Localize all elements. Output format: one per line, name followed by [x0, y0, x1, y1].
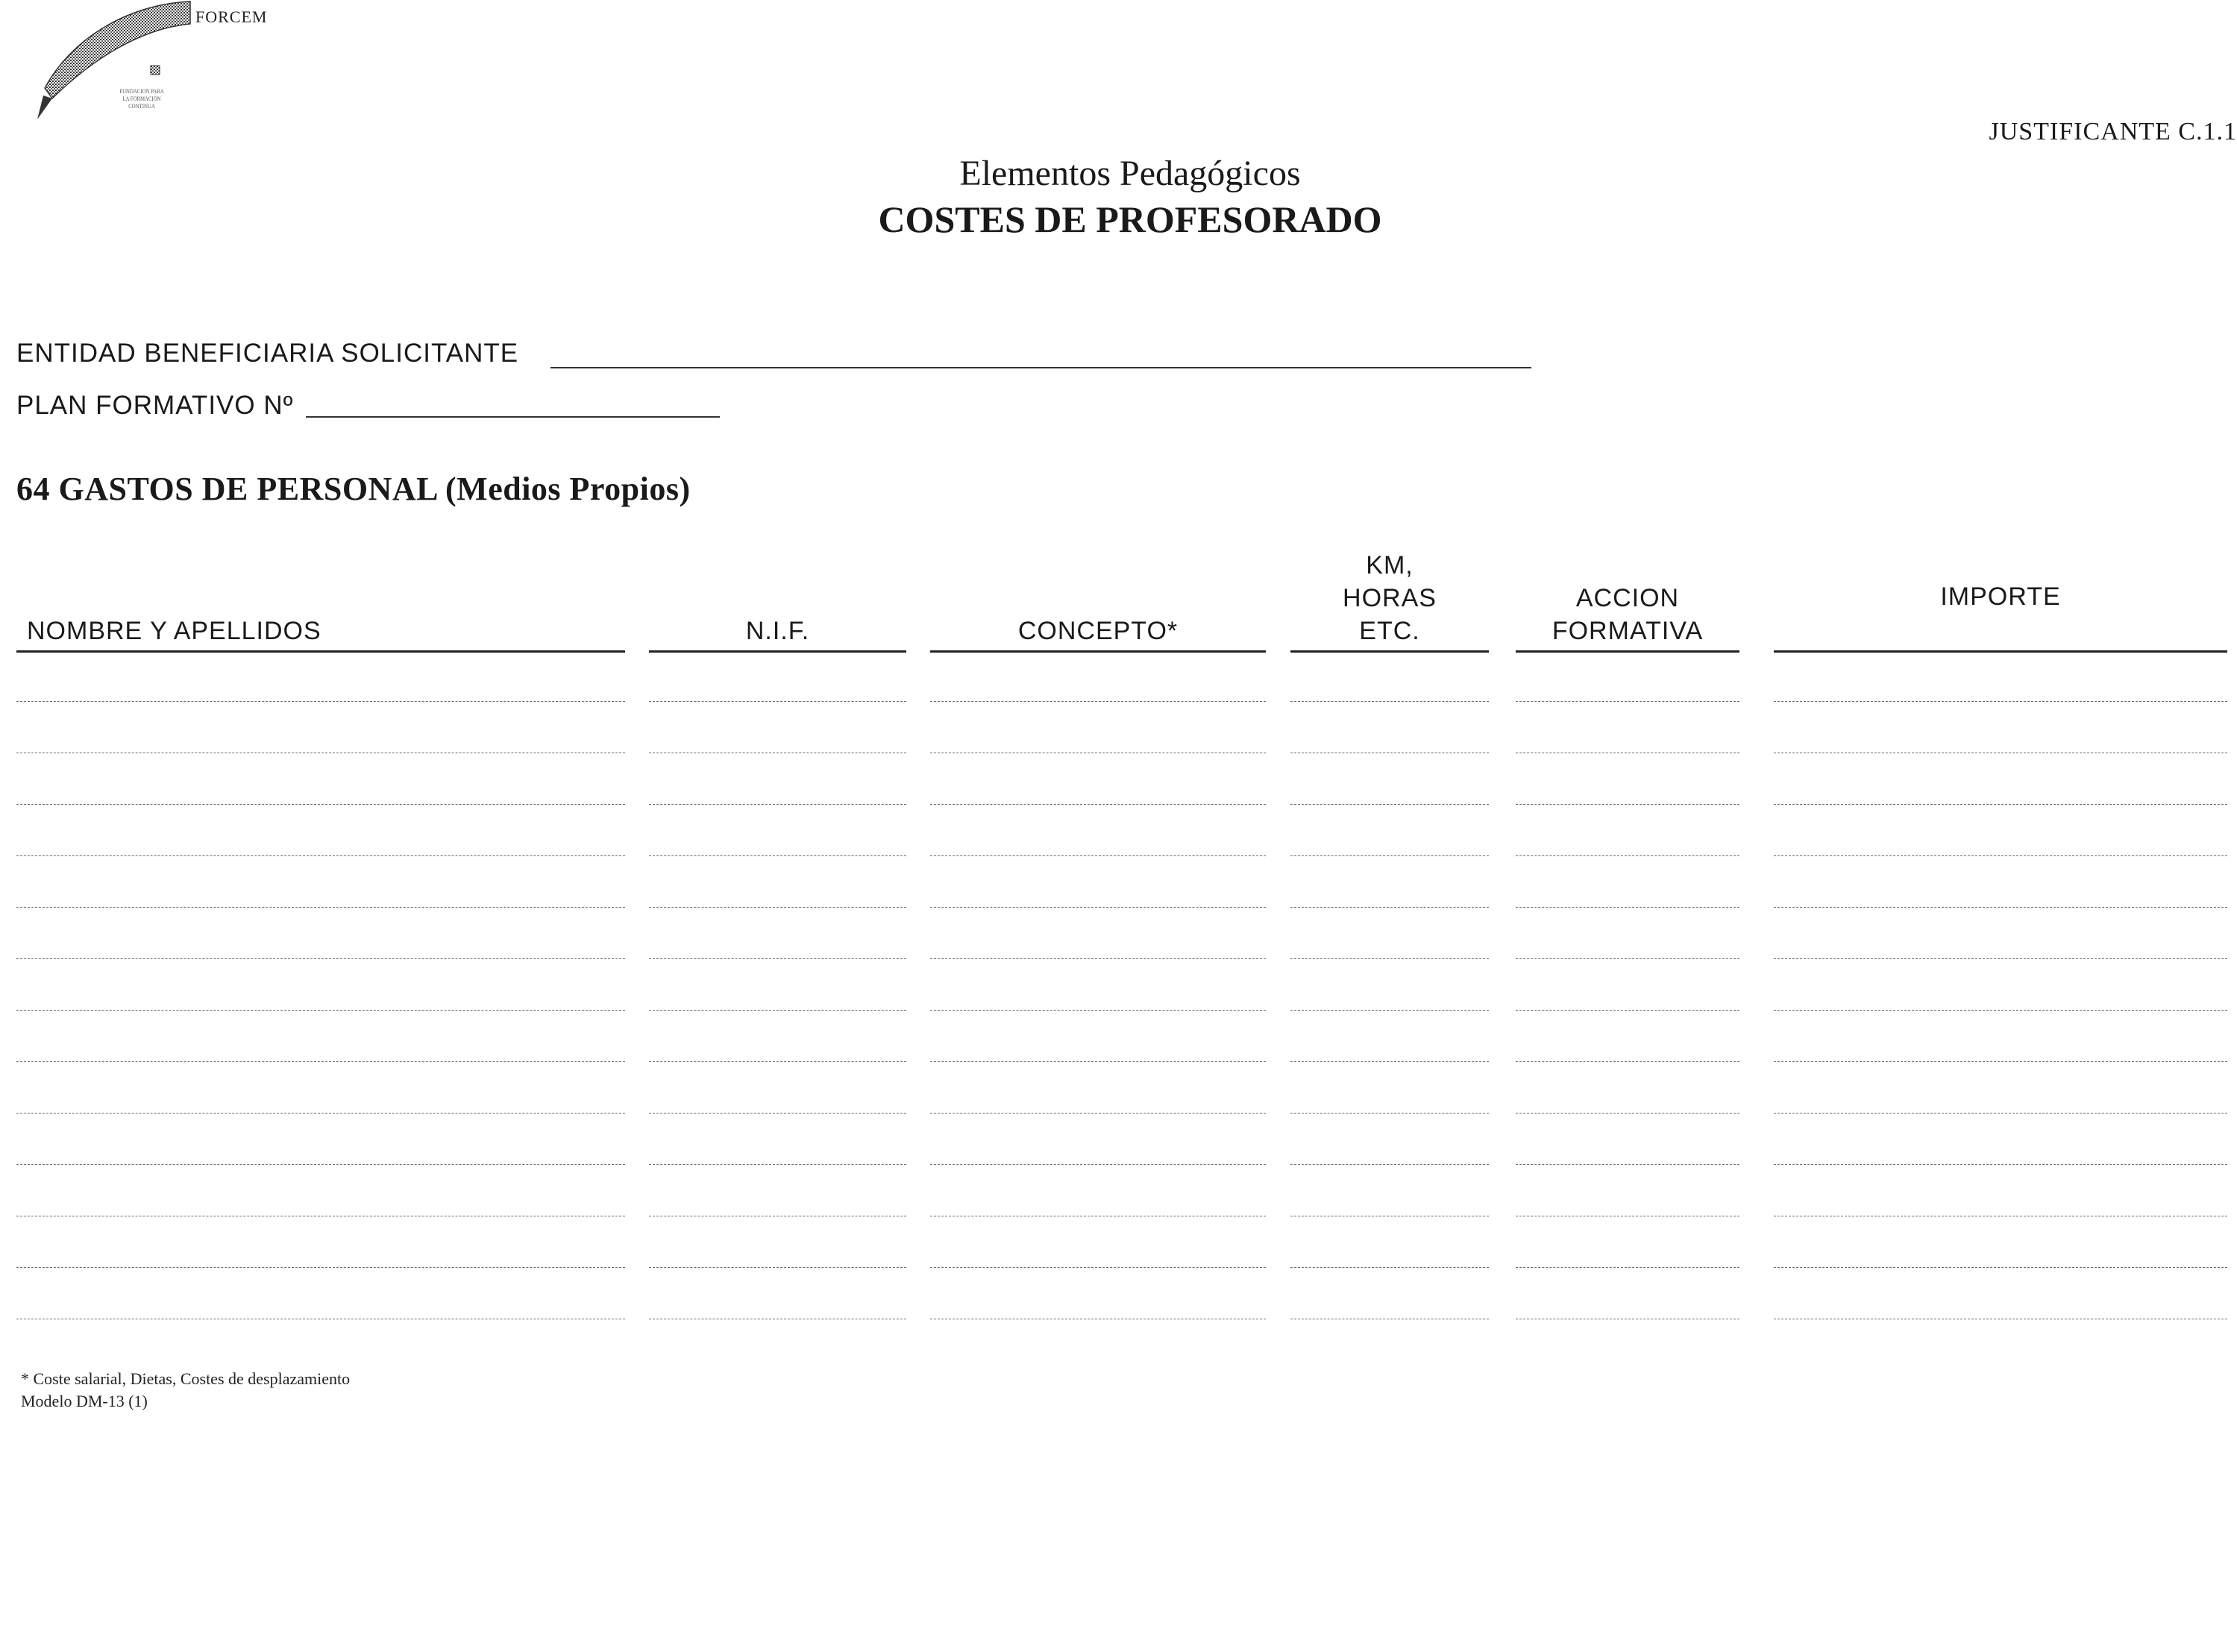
table-cell-line[interactable] [1774, 907, 2227, 908]
table-cell-line[interactable] [930, 907, 1266, 908]
table-cell-line[interactable] [1516, 1061, 1739, 1062]
col-header-km-horas [1290, 549, 1489, 647]
col-header-nombre: NOMBRE Y APELLIDOS [27, 617, 321, 645]
table-cell-line[interactable] [649, 855, 906, 856]
col-underline-accion [1516, 650, 1739, 653]
section-title: 64 GASTOS DE PERSONAL (Medios Propios) [16, 471, 691, 507]
table-cell-line[interactable] [16, 958, 625, 959]
col-underline-nombre [16, 650, 625, 653]
table-cell-line[interactable] [1516, 1267, 1739, 1268]
table-cell-line[interactable] [1774, 1267, 2227, 1268]
table-cell-line[interactable] [1774, 701, 2227, 702]
table-cell-line[interactable] [1516, 855, 1739, 856]
table-cell-line[interactable] [1290, 1061, 1489, 1062]
table-cell-line[interactable] [1516, 804, 1739, 805]
logo-brand-text: FORCEM [195, 7, 268, 26]
table-cell-line[interactable] [16, 804, 625, 805]
table-cell-line[interactable] [930, 1164, 1266, 1165]
table-cell-line[interactable] [649, 1113, 906, 1114]
table-cell-line[interactable] [16, 1267, 625, 1268]
table-cell-line[interactable] [649, 804, 906, 805]
col-header-km-line3: ETC. [1359, 617, 1420, 645]
col-header-importe: IMPORTE [1940, 582, 2061, 611]
table-cell-line[interactable] [930, 804, 1266, 805]
table-cell-line[interactable] [1774, 1061, 2227, 1062]
col-underline-nif [649, 650, 906, 653]
col-underline-km [1290, 650, 1489, 653]
table-cell-line[interactable] [1290, 804, 1489, 805]
col-header-accion [1516, 582, 1739, 647]
col-underline-importe [1774, 650, 2227, 653]
footnote-concepto: * Coste salarial, Dietas, Costes de desplazamiento [21, 1369, 351, 1388]
table-cell-line[interactable] [1774, 1164, 2227, 1165]
justificante-code: JUSTIFICANTE C.1.1 [1989, 118, 2237, 145]
footnote [21, 1368, 350, 1413]
plan-field[interactable] [306, 416, 720, 418]
table-cell-line[interactable] [1290, 1010, 1489, 1011]
table-cell-line[interactable] [1774, 1113, 2227, 1114]
table-cell-line[interactable] [930, 855, 1266, 856]
table-cell-line[interactable] [1290, 907, 1489, 908]
table-cell-line[interactable] [649, 907, 906, 908]
table-cell-line[interactable] [1290, 701, 1489, 702]
table-cell-line[interactable] [1774, 958, 2227, 959]
footnote-model: Modelo DM-13 (1) [21, 1392, 148, 1410]
table-cell-line[interactable] [1516, 1010, 1739, 1011]
table-cell-line[interactable] [1516, 1113, 1739, 1114]
table-cell-line[interactable] [16, 1010, 625, 1011]
col-header-accion-line2: FORMATIVA [1552, 617, 1704, 645]
page-title: Elementos Pedagógicos [959, 154, 1301, 193]
table-cell-line[interactable] [1290, 1164, 1489, 1165]
table-cell-line[interactable] [1774, 1010, 2227, 1011]
table-cell-line[interactable] [1774, 855, 2227, 856]
table-cell-line[interactable] [930, 1113, 1266, 1114]
table-cell-line[interactable] [1516, 701, 1739, 702]
table-cell-line[interactable] [649, 1164, 906, 1165]
table-cell-line[interactable] [1290, 855, 1489, 856]
table-cell-line[interactable] [1290, 1113, 1489, 1114]
table-cell-line[interactable] [1516, 907, 1739, 908]
table-cell-line[interactable] [16, 1164, 625, 1165]
table-cell-line[interactable] [16, 907, 625, 908]
table-cell-line[interactable] [649, 1010, 906, 1011]
table-cell-line[interactable] [930, 1267, 1266, 1268]
table-cell-line[interactable] [930, 1061, 1266, 1062]
table-cell-line[interactable] [649, 1267, 906, 1268]
table-cell-line[interactable] [16, 1061, 625, 1062]
plan-label: PLAN FORMATIVO Nº [16, 391, 294, 420]
table-cell-line[interactable] [930, 1010, 1266, 1011]
col-header-nif: N.I.F. [745, 617, 810, 645]
table-cell-line[interactable] [930, 958, 1266, 959]
entidad-label: ENTIDAD BENEFICIARIA SOLICITANTE [16, 339, 519, 368]
table-cell-line[interactable] [1516, 1164, 1739, 1165]
table-cell-line[interactable] [1290, 1267, 1489, 1268]
col-underline-concepto [930, 650, 1266, 653]
table-cell-line[interactable] [16, 701, 625, 702]
col-header-concepto: CONCEPTO* [1017, 617, 1179, 645]
table-cell-line[interactable] [649, 701, 906, 702]
table-cell-line[interactable] [930, 701, 1266, 702]
col-header-accion-line1: ACCION [1575, 584, 1680, 612]
table-cell-line[interactable] [1290, 958, 1489, 959]
table-cell-line[interactable] [649, 1061, 906, 1062]
table-cell-line[interactable] [1774, 804, 2227, 805]
entidad-field[interactable] [550, 367, 1531, 368]
table-cell-line[interactable] [16, 855, 625, 856]
table-cell-line[interactable] [16, 1113, 625, 1114]
table-cell-line[interactable] [1516, 958, 1739, 959]
logo-subtitle: FUNDACION PARA LA FORMACION CONTINUA [119, 88, 164, 110]
col-header-km-line2: HORAS [1343, 584, 1437, 612]
table-cell-line[interactable] [649, 958, 906, 959]
col-header-km-line1: KM, [1366, 551, 1414, 580]
page-subtitle: COSTES DE PROFESORADO [878, 198, 1382, 240]
